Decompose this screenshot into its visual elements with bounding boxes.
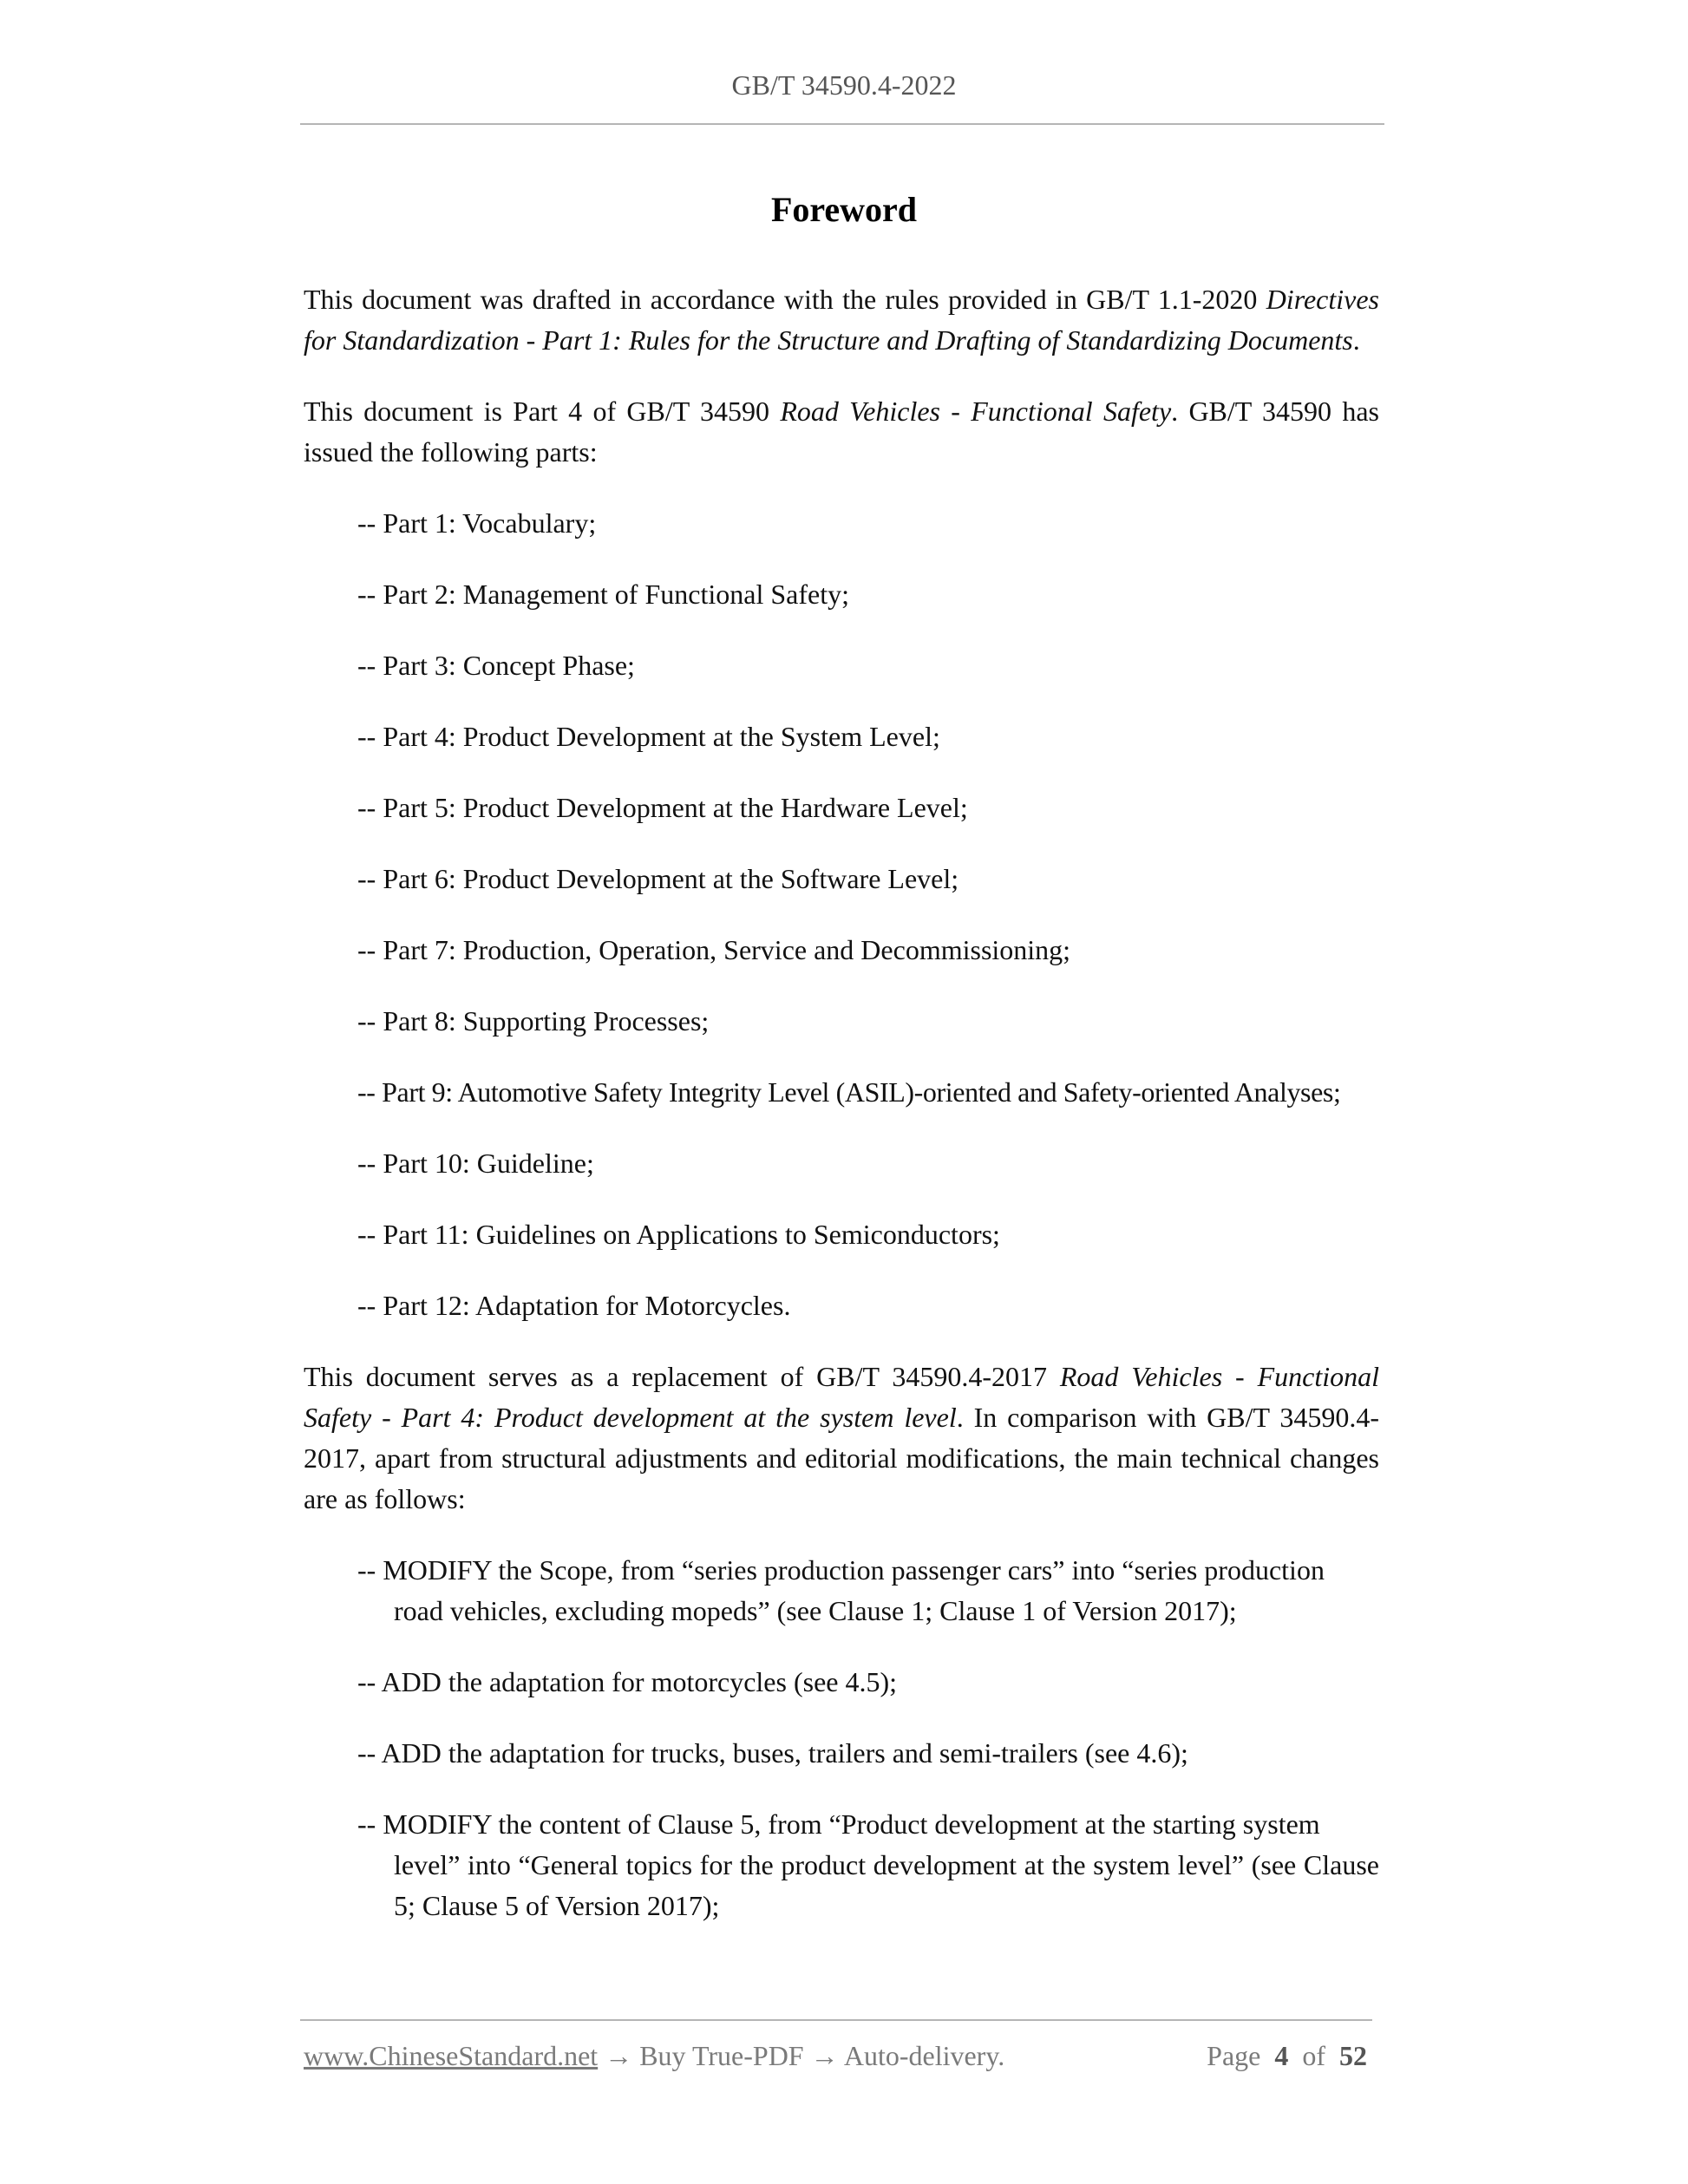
website-link[interactable]: www.ChineseStandard.net — [304, 2040, 599, 2071]
list-item-part-10: -- Part 10: Guideline; — [357, 1148, 594, 1179]
italic-title: Road Vehicles - Functional Safety — [780, 396, 1172, 427]
paragraph-text: . In comparison with GB/T 34590.4-2017, apart from structural adjustments and editorial modifications, the main technical changes are as follows: — [304, 1402, 1380, 1514]
paragraph-part-of-series — [304, 391, 1379, 473]
change-text: -- ADD the adaptation for trucks, buses, trailers and semi-trailers (see 4.6); — [357, 1737, 1188, 1769]
list-item-part-12: -- Part 12: Adaptation for Motorcycles. — [357, 1290, 791, 1321]
list-item-part-8: -- Part 8: Supporting Processes; — [357, 1005, 710, 1036]
page-title: Foreword — [770, 190, 918, 229]
page-number — [1207, 2040, 1367, 2072]
change-item-trucks — [357, 1733, 1379, 1774]
list-item-part-7: -- Part 7: Production, Operation, Service and Decommissioning; — [357, 934, 1071, 965]
standard-code-header: GB/T 34590.4-2022 — [731, 69, 957, 101]
paragraph-text: This document is Part 4 of GB/T 34590 — [304, 396, 781, 427]
paragraph-drafting-rules — [304, 279, 1379, 361]
paragraph-replacement — [304, 1357, 1379, 1520]
change-item-motorcycles — [357, 1662, 1379, 1703]
header-divider — [300, 123, 1384, 125]
paragraph-text: This document serves as a replacement of GB/T 34590.4-2017 — [304, 1361, 1060, 1392]
footer-divider — [300, 2019, 1372, 2021]
change-item-scope — [357, 1550, 1379, 1631]
paragraph-text: . — [1352, 324, 1360, 356]
list-item-part-11: -- Part 11: Guidelines on Applications to Semiconductors; — [357, 1219, 1000, 1250]
page-footer — [304, 2040, 1372, 2072]
page-of-label: of — [1302, 2040, 1325, 2071]
change-text-continued: level” into “General topics for the product development at the system level” (see Clause 5; Clause 5 of Version 2017); — [394, 1849, 1379, 1921]
page-current: 4 — [1274, 2040, 1289, 2071]
list-item-part-1: -- Part 1: Vocabulary; — [357, 507, 597, 539]
document-body — [304, 279, 1379, 1957]
footer-promo-text: → Buy True-PDF → Auto-delivery. — [598, 2040, 1005, 2071]
list-item-part-4: -- Part 4: Product Development at the System Level; — [357, 721, 940, 752]
change-text: -- ADD the adaptation for motorcycles (see 4.5); — [357, 1666, 898, 1697]
list-item-part-9: -- Part 9: Automotive Safety Integrity Level (ASIL)-oriented and Safety-oriented Analyses; — [357, 1076, 1341, 1108]
list-item-part-2: -- Part 2: Management of Functional Safety; — [357, 579, 849, 610]
change-item-clause-5 — [357, 1804, 1379, 1926]
page-label: Page — [1207, 2040, 1261, 2071]
change-text: -- MODIFY the content of Clause 5, from “Product development at the starting system — [357, 1808, 1320, 1840]
list-item-part-6: -- Part 6: Product Development at the Software Level; — [357, 863, 959, 894]
change-text: -- MODIFY the Scope, from “series production passenger cars” into “series production — [357, 1554, 1325, 1586]
page-total: 52 — [1339, 2040, 1367, 2071]
paragraph-text: This document was drafted in accordance with the rules provided in GB/T 1.1-2020 — [304, 284, 1266, 315]
list-item-part-5: -- Part 5: Product Development at the Hardware Level; — [357, 792, 968, 823]
list-item-part-3: -- Part 3: Concept Phase; — [357, 650, 635, 681]
italic-title: Directives for Standardization - Part 1: Rules for the Structure and Drafting of Standardizing Documents — [304, 284, 1379, 356]
change-text-continued: road vehicles, excluding mopeds” (see Clause 1; Clause 1 of Version 2017); — [394, 1595, 1237, 1626]
italic-title: Road Vehicles - Functional Safety - Part 4: Product development at the system level — [304, 1361, 1380, 1433]
paragraph-text: . GB/T 34590 has issued the following parts: — [304, 396, 1380, 468]
